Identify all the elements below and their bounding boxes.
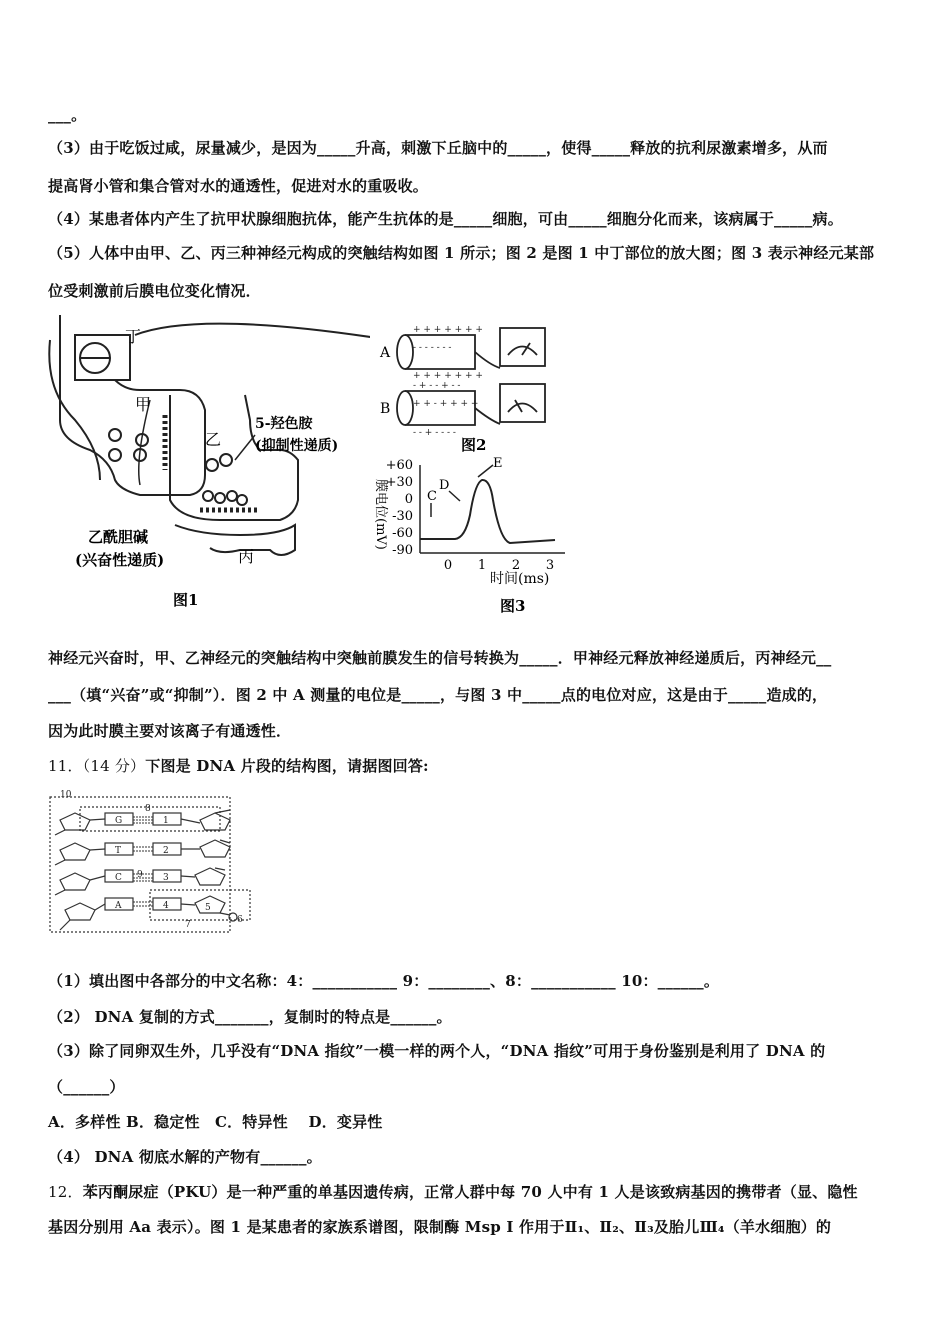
text-line-4: （5）人体中由甲、乙、丙三种神经元构成的突触结构如图 1 所示；图 2 是图 1 中丁部位的放大图；图 3 表示神经元某部 (48, 244, 875, 262)
text-line-11: （3）除了同卵双生外，几乎没有“DNA 指纹”一模一样的两个人，“DNA 指纹”可用于身份鉴别是利用了 DNA 的 (48, 1042, 826, 1060)
fig3-xtick: 3 (545, 558, 555, 573)
text-line-15: 基因分别用 Aa 表示）。图 1 是某患者的家族系谱图，限制酶 Msp I 作用于Ⅱ₁、Ⅱ₂、Ⅱ₃及胎儿Ⅲ₄（羊水细胞）的 (48, 1218, 832, 1236)
fig3-xtick: 1 (477, 558, 487, 573)
dna-base-c: C (115, 873, 122, 883)
label-jia: 甲 (135, 395, 152, 414)
text-line-14: （4） DNA 彻底水解的产物有______。 (48, 1148, 322, 1166)
fig3-ytick: -90 (392, 543, 413, 558)
fig3-point-e: E (493, 456, 503, 471)
text-line-0: ___。 (48, 106, 87, 124)
figure-2-membrane (375, 320, 565, 455)
label-ach: 乙酰胆碱 (88, 528, 149, 546)
dna-label-1: 1 (163, 816, 169, 826)
question-11-number: 11．（14 分） (48, 757, 146, 775)
figure-3-caption: 图3 (500, 597, 526, 615)
text-line-3: （4）某患者体内产生了抗甲状腺细胞抗体，能产生抗体的是_____细胞，可由_____细胞分化而来，该病属于_____病。 (48, 210, 843, 228)
label-yi: 乙 (205, 430, 222, 449)
dna-label-3: 3 (163, 873, 169, 883)
svg-text:- - + - - - -: - - + - - - - (413, 428, 456, 438)
fig3-ytick: +60 (385, 458, 413, 473)
label-a: A (380, 345, 391, 361)
label-inhibitory: (抑制性递质) (255, 438, 339, 454)
figure-1-synapse (40, 310, 370, 620)
text-line-1: （3）由于吃饭过咸，尿量减少，是因为_____升高，刺激下丘脑中的_____，使得_____释放的抗利尿激素增多，从而 (48, 139, 828, 157)
question-12 (48, 1181, 858, 1202)
label-serotonin: 5-羟色胺 (255, 416, 313, 432)
dna-label-8: 8 (145, 804, 151, 814)
label-bing: 丙 (238, 547, 255, 566)
question-12-text: 苯丙酮尿症（PKU）是一种严重的单基因遗传病，正常人群中每 70 人中有 1 人是该致病基因的携带者（显、隐性 (82, 1183, 858, 1201)
fig3-ylabel: 膜电位(mV) (373, 479, 388, 550)
figure-3-potential (355, 455, 585, 620)
text-line-12: （______） (48, 1078, 125, 1096)
text-line-7: ___（填“兴奋”或“抑制”）．图 2 中 A 测量的电位是_____，与图 3 中_____点的电位对应，这是由于_____造成的， (48, 686, 828, 704)
dna-label-10: 10 (60, 790, 72, 800)
label-b: B (380, 401, 391, 417)
dna-label-2: 2 (163, 846, 169, 856)
dna-base-t: T (115, 846, 122, 856)
svg-text:+ + - + + + +: + + - + + + + (413, 399, 479, 409)
dna-label-4: 4 (163, 901, 169, 911)
svg-text:- + - - + - -: - + - - + - - (413, 381, 461, 391)
fig3-xlabel: 时间(ms) (490, 571, 550, 587)
dna-label-9: 9 (137, 870, 143, 880)
question-11-text: 下图是 DNA 片段的结构图，请据图回答: (145, 757, 429, 775)
text-line-13: A．多样性 B．稳定性 C．特异性 D．变异性 (48, 1113, 383, 1131)
question-12-number: 12． (48, 1183, 83, 1201)
dna-label-5: 5 (205, 903, 211, 913)
fig3-point-c: C (427, 489, 437, 504)
svg-text:- - - - - - -: - - - - - - - (413, 343, 452, 353)
figure-dna-structure (45, 785, 255, 935)
fig3-ytick: +30 (385, 475, 413, 490)
fig3-xtick: 2 (511, 558, 521, 573)
figure-1-caption: 图1 (173, 591, 199, 609)
text-line-6: 神经元兴奋时，甲、乙神经元的突触结构中突触前膜发生的信号转换为_____．甲神经元释放神经递质后，丙神经元__ (48, 649, 832, 667)
dna-label-6: 6 (237, 915, 243, 925)
text-line-9: （1）填出图中各部分的中文名称：4：___________ 9：________、8：___________ 10：______。 (48, 972, 720, 990)
dna-label-7: 7 (185, 920, 191, 930)
question-11 (48, 755, 429, 776)
label-excitatory: (兴奋性递质) (75, 551, 165, 569)
text-line-2: 提高肾小管和集合管对水的通透性，促进对水的重吸收。 (48, 177, 429, 195)
text-line-5: 位受刺激前后膜电位变化情况． (48, 282, 261, 300)
figure-2-caption: 图2 (461, 436, 487, 454)
dna-base-a: A (115, 901, 122, 911)
dna-base-g: G (115, 816, 123, 826)
text-line-10: （2） DNA 复制的方式_______，复制时的特点是______。 (48, 1008, 452, 1026)
fig3-ytick: -30 (392, 509, 413, 524)
fig3-xtick: 0 (443, 558, 453, 573)
svg-text:+ + + + + + +: + + + + + + + (413, 371, 483, 381)
fig3-ytick: 0 (404, 492, 413, 507)
fig3-ytick: -60 (392, 526, 413, 541)
label-ding: 丁 (125, 327, 142, 346)
fig3-point-d: D (439, 478, 450, 493)
text-line-8: 因为此时膜主要对该离子有通透性． (48, 722, 292, 740)
svg-text:+ + + + + + +: + + + + + + + (413, 325, 483, 335)
